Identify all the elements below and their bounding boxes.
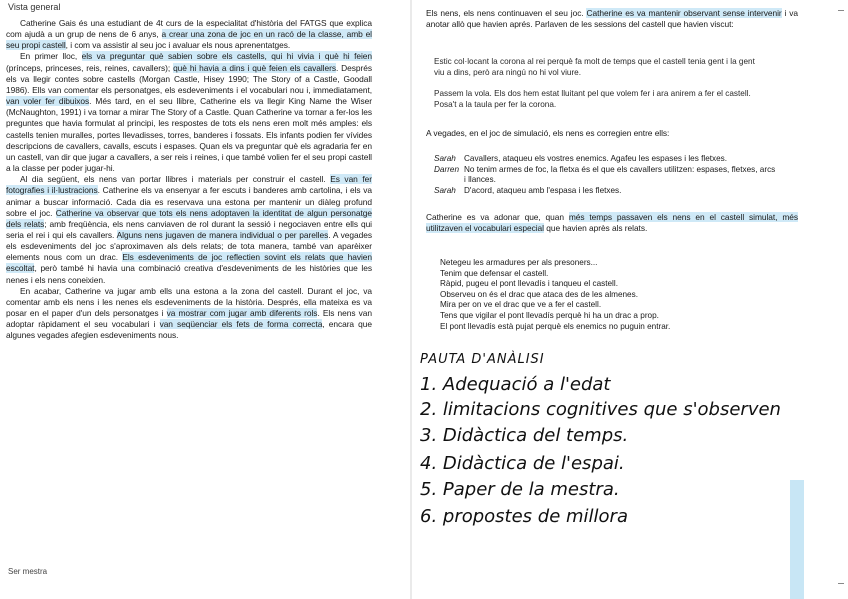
text-run: Els nens, els nens continuaven el seu joc.: [426, 8, 587, 18]
text-run: . Els nens van adoptar ràpidament el seu vocabulari i: [6, 308, 372, 330]
highlighted-text: van seqüenciar els fets de forma correcta: [159, 319, 323, 330]
dialogue-quotes: [434, 56, 764, 120]
paragraph: [6, 174, 372, 286]
example-line: Ràpid, pugeu el pont llevadís i tanqueu el castell.: [440, 279, 618, 289]
speaker-line: D'acord, ataqueu amb l'espasa i les fletxes.: [464, 185, 622, 195]
example-line: Netegeu les armadures per als presoners...: [440, 258, 598, 267]
text-run: ; amb freqüència, els nens canviaven de rol durant la sessió i negociaven entre ells qui seria el rei i qui els cavallers.: [6, 218, 372, 240]
highlighted-text: Es van fer fotografies i il·lustracions: [6, 174, 372, 196]
text-run: (prínceps, princeses, reis, reines, cavallers);: [6, 62, 174, 73]
text-run: En primer lloc,: [20, 51, 82, 62]
text-run: Catherine Gais és una estudiant de 4t curs de la especialitat d'història del FATGS que explica com ajudà a un grup de nens de 6 anys,: [6, 18, 372, 40]
example-line: Mira per on ve el drac que ve a fer el castell.: [440, 300, 602, 310]
highlighted-text: Catherine va observar que tots els nens adoptaven la identitat de algun personatge dels relats: [6, 207, 372, 229]
handwritten-item: 3. Didàctica del temps.: [420, 425, 629, 446]
edge-mark: [838, 583, 844, 584]
highlighted-text: més temps passaven els nens en el castell simulat, més utilitzaven el vocabulari especial: [426, 212, 798, 234]
example-line: Tenim que defensar el castell.: [440, 268, 549, 278]
handwritten-item: 1. Adequació a l'edat: [420, 374, 611, 395]
text-run: que havien après als relats.: [543, 223, 648, 234]
paragraph: [6, 18, 372, 51]
speaker-name: Sarah: [434, 154, 456, 163]
highlighted-text: a crear una zona de joc en un racó de la classe, amb el seu propi castell: [6, 29, 372, 51]
example-line: Observeu on és el drac que ataca des de les almenes.: [440, 289, 638, 299]
text-run: En acabar, Catherine va jugar amb ells una estona a la zona del castell. Durant el joc, va comentar amb els nens i les nenes els esdeveniments de la història. Després, ella mateixa es va posar en el paper d'un dels personatges i: [6, 285, 372, 319]
text-run: . Més tard, en el seu llibre, Catherine els va llegir King Name the Wiser (McNaughton, 1991) i va tornar a mirar The Story of a Castle. Quan Catherine va tornar a fer-los les preguntes que havia formulat al principi, les respostes de tots els nens eren molt més amples: els castells tenien muralles, portes llevadisses, torres, banderes i fossats. Els infants podien fer vívides descripcions de cavallers, cavalls, escuts i espases. Quan els va preguntar què els agradaria fer en un castell, van dir que jugar a cavallers, a ser reis i reines, i que també volien fer el seu propi castell a la classe per poder jugar-hi.: [6, 96, 372, 174]
exchange-row: [434, 186, 779, 197]
left-page-header: Vista general: [8, 2, 61, 12]
handwritten-item: 6. propostes de millora: [420, 506, 628, 527]
right-page: [412, 0, 848, 599]
highlighted-text: Els esdeveniments de joc reflectien sovint els relats que havien escoltat: [6, 252, 372, 274]
speaker-line: Cavallers, ataqueu els vostres enemics. Agafeu les espases i les fletxes.: [464, 154, 728, 163]
highlighted-text: què hi havia a dins i què feien els cavallers: [173, 62, 336, 73]
examples-intro: A vegades, en el joc de simulació, els nens es corregien entre ells:: [426, 128, 670, 138]
highlighted-text: Catherine es va mantenir observant sense intervenir: [586, 8, 782, 18]
text-run: . Després els va llegir contes sobre castells (Morgan Castle, Hisey 1990; The Story of a Castle, Goodall 1986). Ells van comentar els personatges, els esdeveniments i el vocabulari nou i, immediatament,: [6, 62, 372, 95]
edge-mark: [838, 10, 844, 11]
vocabulary-examples: [440, 258, 800, 332]
highlighter-mark: [790, 480, 804, 599]
dialogue-quote: Passem la vola. Els dos hem estat lluitant pel que volem fer i ara anirem a fer el castell. Posa't a la taula per fer la corona.: [434, 89, 751, 109]
text-run: Al dia següent, els nens van portar llibres i materials per construir el castell.: [20, 174, 331, 185]
text-run: , però també hi havia una combinació creativa d'esdeveniments de les històries que les nenes i els nens coneixien.: [6, 263, 372, 285]
handwritten-item: 5. Paper de la mestra.: [420, 479, 620, 500]
speaker-name: Sarah: [434, 185, 456, 195]
text-run: Catherine es va adonar que, quan: [426, 212, 569, 222]
left-page-body: [6, 18, 372, 342]
dialogue-quote: Estic col·locant la corona al rei perquè fa molt de temps que el castell tenia gent i la gent viu a dins, però ara ningú no hi vol viure.: [434, 57, 755, 77]
paragraph: [6, 51, 372, 174]
left-page: [0, 0, 412, 599]
text-run: i va anotar allò que havien aprés. Parlaven de les sessions del castell que havien viscut:: [426, 8, 798, 30]
highlighted-text: Alguns nens jugaven de manera individual o per parelles: [116, 229, 329, 240]
text-run: , i com va assistir al seu joc i avaluar els nous aprenentatges.: [65, 40, 291, 51]
example-line: Tens que vigilar el pont llevadís perquè hi ha un drac a prop.: [440, 310, 659, 320]
speaker-line: No tenim armes de foc, la fletxa és el que els cavallers utilitzen: espases, fletxes, arcs i llances.: [464, 164, 776, 184]
handwritten-item: 4. Didàctica de l'espai.: [420, 453, 625, 474]
highlighted-text: van voler fer dibuixos: [6, 96, 90, 107]
example-line: El pont llevadís està pujat perquè els enemics no puguin entrar.: [440, 321, 671, 331]
handwritten-item: 2. limitacions cognitives que s'observen: [420, 399, 781, 420]
speaker-name: Darren: [434, 164, 460, 174]
text-run: . Catherine els va ensenyar a fer escuts i banderes amb cartolina, i els va animar a buscar informació. Cada dia es reservava una estona per mantenir un diàleg profund sobre el joc.: [6, 185, 373, 218]
left-page-footer: Ser mestra: [8, 567, 48, 576]
exchange-table: [434, 154, 779, 196]
highlighted-text: va mostrar com jugar amb diferents rols: [166, 308, 318, 319]
highlighted-text: els va preguntar què sabien sobre els castells, qui hi vivia i què hi feien: [81, 51, 372, 62]
text-run: . A vegades els esdeveniments del joc s'aproximaven als dels relats; de tota manera, també van aparèixer elements nous com un drac.: [6, 229, 372, 263]
paragraph: [6, 286, 372, 342]
conclusion-paragraph: [426, 212, 798, 234]
text-run: , encara que algunes vegades afegien esdeveniments nous.: [6, 319, 372, 341]
exchange-row: [434, 154, 779, 165]
right-intro: [426, 8, 798, 30]
exchange-row: [434, 165, 779, 186]
handwritten-title: PAUTA D'ANÀLISI: [420, 352, 545, 367]
